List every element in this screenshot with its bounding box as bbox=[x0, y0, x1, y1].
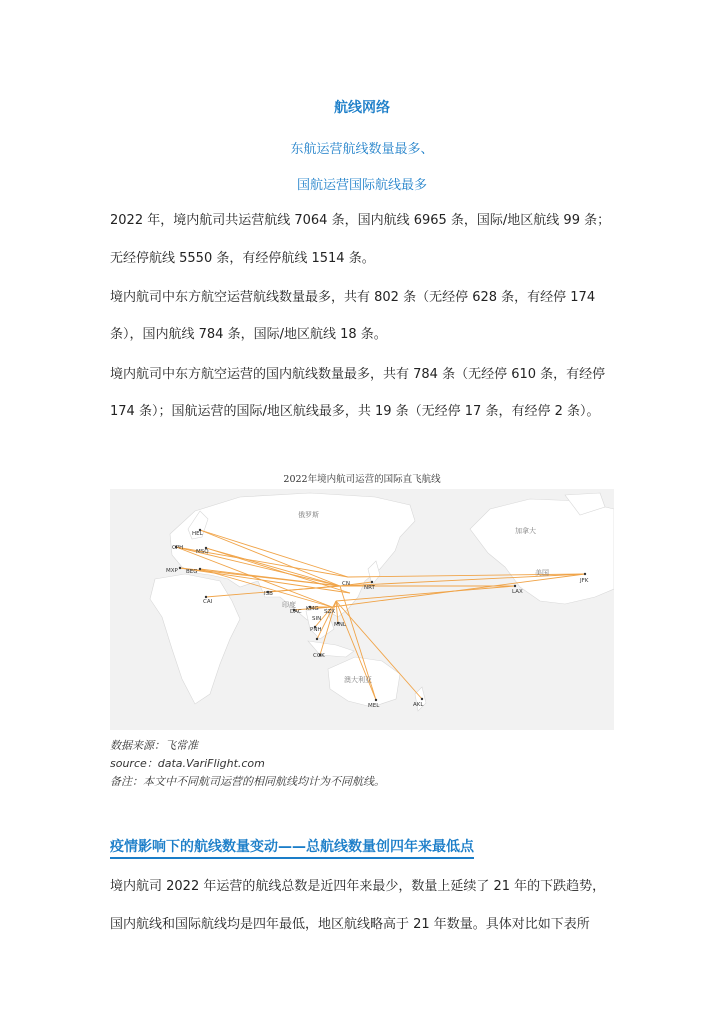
airport-label-cai: CAI bbox=[203, 599, 213, 605]
route-map bbox=[110, 489, 614, 730]
paragraph-1-line-2: 无经停航线 5550 条，有经停航线 1514 条。 bbox=[110, 251, 375, 266]
dot-sin bbox=[316, 638, 318, 640]
section-2-heading: 疫情影响下的航线数量变动——总航线数量创四年来最低点 bbox=[110, 836, 474, 859]
airport-label-sin: SIN bbox=[312, 616, 322, 622]
region-label-canada: 加拿大 bbox=[515, 527, 536, 535]
airport-label-akl: AKL bbox=[413, 702, 424, 708]
airport-label-nrt: NRT bbox=[364, 585, 375, 591]
paragraph-1-line-1: 2022 年，境内航司共运营航线 7064 条，国内航线 6965 条，国际/地区航线 99 条； bbox=[110, 213, 611, 228]
airport-label-cgk: CGK bbox=[313, 653, 325, 659]
airport-label-kmg: KMG bbox=[306, 606, 319, 612]
dot-mel bbox=[375, 699, 377, 701]
section-subtitle-line-1: 东航运营航线数量最多、 bbox=[290, 142, 434, 157]
source-note-cn: 数据来源：飞常准 bbox=[110, 739, 198, 752]
land-masses bbox=[150, 493, 614, 711]
airport-label-hel: HEL bbox=[192, 531, 203, 537]
airport-label-isb: ISB bbox=[264, 591, 273, 597]
airport-label-mel: MEL bbox=[368, 703, 380, 709]
figure-title: 2022年境内航司运营的国际直飞航线 bbox=[283, 474, 441, 485]
remark-note: 备注：本文中不同航司运营的相同航线均计为不同航线。 bbox=[110, 775, 385, 788]
airport-label-mnl: MNL bbox=[334, 622, 346, 628]
paragraph-3-line-2: 174 条）；国航运营的国际/地区航线最多，共 19 条（无经停 17 条，有经停 2 条）。 bbox=[110, 404, 600, 419]
region-label-australia: 澳大利亚 bbox=[344, 676, 372, 684]
region-label-india: 印度 bbox=[282, 601, 296, 609]
region-label-usa: 美国 bbox=[535, 569, 549, 577]
airport-label-mxp: MXP bbox=[166, 568, 178, 574]
dot-jfk bbox=[584, 573, 586, 575]
airport-label-pnh: PNH bbox=[310, 627, 322, 633]
airport-label-dac: DAC bbox=[290, 609, 302, 615]
airport-label-cn: CN bbox=[342, 581, 350, 587]
airport-label-beg: BEG bbox=[186, 569, 198, 575]
section-2-line-1: 境内航司 2022 年运营的航线总数是近四年来最少，数量上延续了 21 年的下跌趋势， bbox=[110, 879, 606, 894]
airport-label-jfk: JFK bbox=[580, 578, 589, 584]
dot-mxp bbox=[179, 567, 181, 569]
dot-nrt bbox=[371, 581, 373, 583]
section-subtitle-line-2: 国航运营国际航线最多 bbox=[296, 178, 427, 193]
airport-label-szx: SZX bbox=[324, 609, 336, 615]
paragraph-2-line-2: 条），国内航线 784 条，国际/地区航线 18 条。 bbox=[110, 327, 387, 342]
route-lax-2 bbox=[336, 586, 515, 601]
airport-label-msq: MSQ bbox=[196, 549, 209, 555]
airport-label-cph: CPH bbox=[172, 545, 184, 551]
dot-lax bbox=[514, 585, 516, 587]
section-2-line-2: 国内航线和国际航线均是四年最低，地区航线略高于 21 年数量。具体对比如下表所 bbox=[110, 917, 590, 932]
section-title: 航线网络 bbox=[334, 100, 390, 116]
source-note-en: source：data.VariFlight.com bbox=[110, 757, 265, 770]
dot-cai bbox=[205, 596, 207, 598]
region-label-russia: 俄罗斯 bbox=[298, 511, 319, 519]
route-map-svg bbox=[110, 489, 614, 730]
dot-beg bbox=[199, 568, 201, 570]
airport-label-lax: LAX bbox=[512, 589, 523, 595]
paragraph-2-line-1: 境内航司中东方航空运营航线数量最多，共有 802 条（无经停 628 条，有经停 174 bbox=[110, 290, 596, 305]
paragraph-3-line-1: 境内航司中东方航空运营的国内航线数量最多，共有 784 条（无经停 610 条，有经停 bbox=[110, 367, 606, 382]
dot-akl bbox=[421, 698, 423, 700]
land-africa bbox=[150, 574, 240, 704]
